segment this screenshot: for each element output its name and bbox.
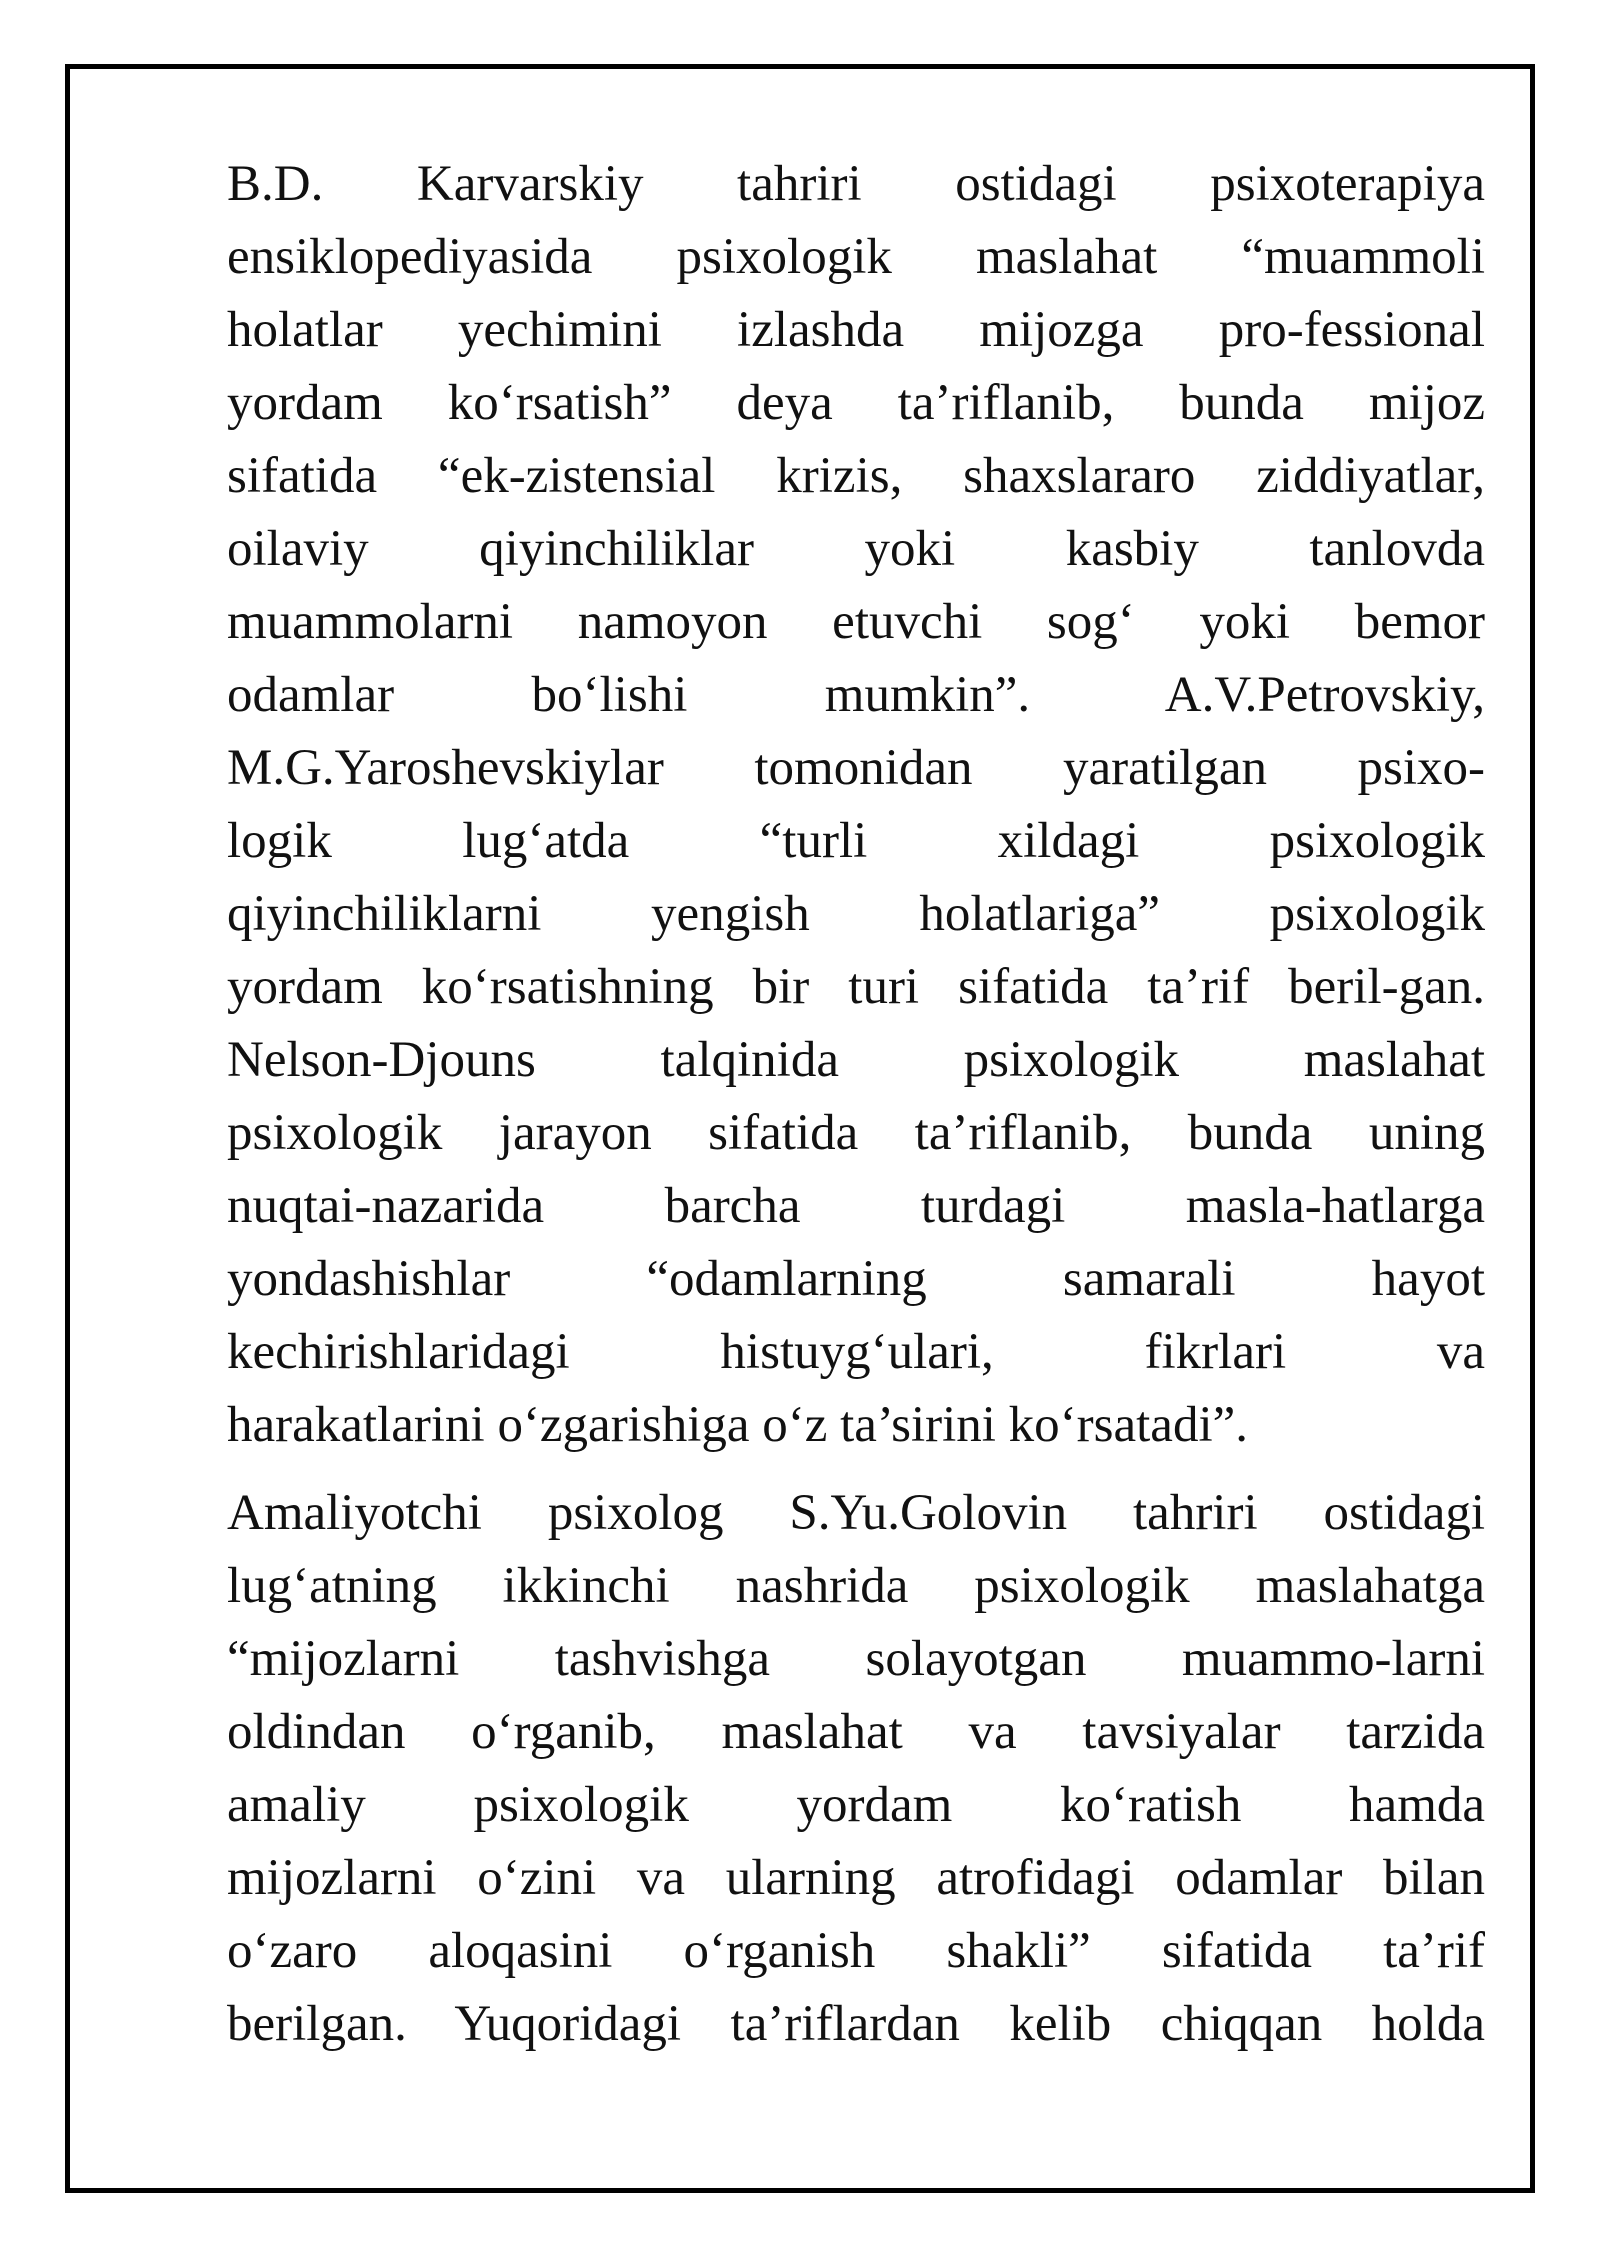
text-line: amaliy psixologik yordam ko‘ratish hamda [227, 1777, 1485, 1833]
text-line: oldindan o‘rganib, maslahat va tavsiyalar tarzida [227, 1704, 1485, 1760]
text-line: Nelson-Djouns talqinida psixologik maslahat [227, 1032, 1485, 1088]
text-line: mijozlarni o‘zini va ularning atrofidagi odamlar bilan [227, 1850, 1485, 1906]
paragraph-2 [227, 1477, 1485, 2061]
text-line: psixologik jarayon sifatida ta’riflanib, bunda uning [227, 1105, 1485, 1161]
text-line: o‘zaro aloqasini o‘rganish shakli” sifatida ta’rif [227, 1923, 1485, 1979]
text-line: Amaliyotchi psixolog S.Yu.Golovin tahriri ostidagi [227, 1485, 1485, 1541]
text-line: qiyinchiliklarni yengish holatlariga” psixologik [227, 886, 1485, 942]
text-line: “mijozlarni tashvishga solayotgan muammo-larni [227, 1631, 1485, 1687]
text-line: yondashishlar “odamlarning samarali hayot [227, 1251, 1485, 1307]
text-line: ensiklopediyasida psixologik maslahat “muammoli [227, 229, 1485, 285]
text-line: nuqtai-nazarida barcha turdagi masla-hatlarga [227, 1178, 1485, 1234]
text-line: B.D. Karvarskiy tahriri ostidagi psixoterapiya [227, 156, 1485, 212]
text-line: yordam ko‘rsatishning bir turi sifatida ta’rif beril-gan. [227, 959, 1485, 1015]
text-line: oilaviy qiyinchiliklar yoki kasbiy tanlovda [227, 521, 1485, 577]
text-line: sifatida “ek-zistensial krizis, shaxslararo ziddiyatlar, [227, 448, 1485, 504]
document-text [227, 148, 1485, 2061]
text-line: harakatlarini o‘zgarishiga o‘z ta’sirini ko‘rsatadi”. [227, 1397, 1248, 1453]
text-line: yordam ko‘rsatish” deya ta’riflanib, bunda mijoz [227, 375, 1485, 431]
text-line: M.G.Yaroshevskiylar tomonidan yaratilgan psixo- [227, 740, 1485, 796]
text-line: odamlar bo‘lishi mumkin”. A.V.Petrovskiy, [227, 667, 1485, 723]
text-line: logik lug‘atda “turli xildagi psixologik [227, 813, 1485, 869]
paragraph-1 [227, 148, 1485, 1462]
text-line: muammolarni namoyon etuvchi sog‘ yoki bemor [227, 594, 1485, 650]
paragraph-spacing [227, 1462, 1485, 1477]
text-line: kechirishlaridagi histuyg‘ulari, fikrlari va [227, 1324, 1485, 1380]
text-line: lug‘atning ikkinchi nashrida psixologik maslahatga [227, 1558, 1485, 1614]
text-line: berilgan. Yuqoridagi ta’riflardan kelib chiqqan holda [227, 1996, 1485, 2052]
text-line: holatlar yechimini izlashda mijozga pro-fessional [227, 302, 1485, 358]
